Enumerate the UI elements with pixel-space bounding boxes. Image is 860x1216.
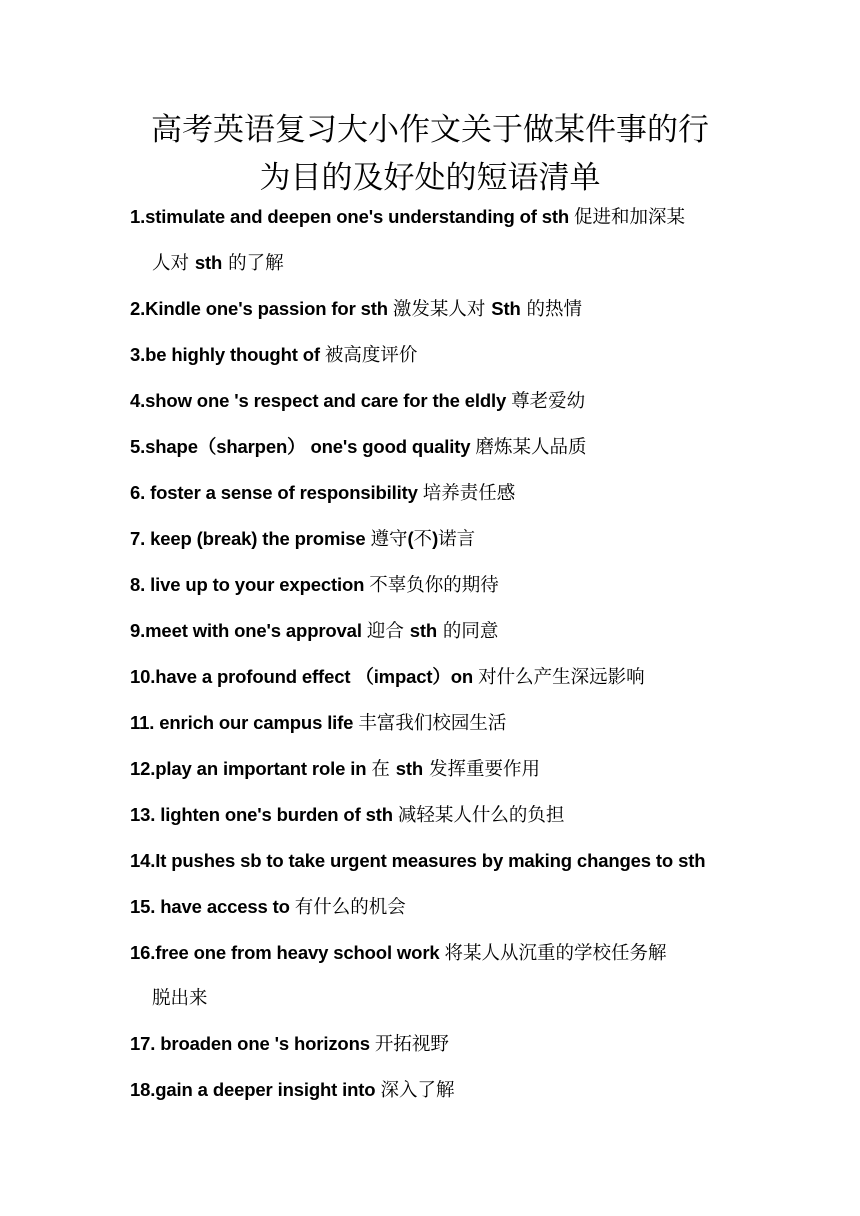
list-item	[130, 608, 730, 654]
phrase-en: 11. enrich our campus life	[130, 712, 359, 733]
phrase-zh-2: 的热情	[520, 299, 583, 320]
phrase-zh-2: 发挥重要作用	[423, 759, 540, 780]
phrase-list	[130, 194, 730, 1113]
phrase-zh: 尊老爱幼	[511, 391, 586, 412]
phrase-en: 12.play an important role in	[130, 758, 372, 779]
phrase-en: 18.gain a deeper insight into	[130, 1079, 381, 1100]
phrase-en: 5.shape（sharpen） one's good quality	[130, 436, 476, 457]
phrase-zh: 对什么产生深远影响	[478, 667, 645, 688]
phrase-zh: 培养责任感	[422, 483, 516, 504]
list-item	[130, 792, 730, 838]
phrase-zh: 被高度评价	[324, 345, 418, 366]
phrase-en-2: Sth	[491, 298, 521, 319]
list-item	[130, 194, 730, 286]
list-item	[130, 424, 730, 470]
title-line-2: 为目的及好处的短语清单	[259, 160, 601, 196]
phrase-en: 1.stimulate and deepen one's understanding of sth	[130, 206, 575, 227]
phrase-zh-cont: 人对	[152, 253, 195, 274]
phrase-zh: 丰富我们校园生活	[358, 713, 507, 734]
title-line-1: 高考英语复习大小作文关于做某件事的行	[151, 112, 709, 148]
phrase-en: 15. have access to	[130, 896, 295, 917]
list-item	[130, 470, 730, 516]
list-item	[130, 1021, 730, 1067]
phrase-zh-cont: 脱出来	[152, 988, 208, 1009]
phrase-continuation	[130, 976, 730, 1021]
phrase-zh: 迎合	[366, 621, 410, 642]
phrase-zh: 磨炼某人品质	[475, 437, 587, 458]
phrase-continuation	[130, 240, 730, 286]
phrase-zh-2: 的同意	[437, 621, 499, 642]
phrase-zh: 激发某人对	[392, 299, 492, 320]
list-item	[130, 332, 730, 378]
phrase-zh-2: 不	[413, 529, 433, 550]
phrase-en: 9.meet with one's approval	[130, 620, 367, 641]
phrase-zh: 将某人从沉重的学校任务解	[444, 943, 667, 964]
list-item	[130, 516, 730, 562]
phrase-en-2: (	[407, 528, 414, 549]
phrase-zh: 不辜负你的期待	[369, 575, 499, 596]
phrase-zh: 在	[371, 759, 396, 780]
phrase-zh: 促进和加深某	[574, 207, 686, 228]
phrase-en-2: sth	[409, 620, 438, 641]
phrase-zh: 开拓视野	[374, 1034, 449, 1055]
phrase-en: 8. live up to your expection	[130, 574, 370, 595]
phrase-en: 3.be highly thought of	[130, 344, 325, 365]
phrase-zh-3: 诺言	[438, 529, 476, 550]
list-item	[130, 746, 730, 792]
phrase-en: 13. lighten one's burden of sth	[130, 804, 398, 825]
phrase-en: 7. keep (break) the promise	[130, 528, 371, 549]
list-item	[130, 378, 730, 424]
phrase-en: 14.It pushes sb to take urgent measures by making changes to sth	[130, 850, 706, 871]
phrase-zh: 有什么的机会	[294, 897, 406, 918]
list-item	[130, 1067, 730, 1113]
phrase-en-cont: sth	[194, 252, 223, 273]
phrase-en-2: sth	[395, 758, 424, 779]
list-item	[130, 286, 730, 332]
list-item	[130, 700, 730, 746]
phrase-en: 2.Kindle one's passion for sth	[130, 298, 393, 319]
document-title	[100, 106, 760, 202]
phrase-en: 16.free one from heavy school work	[130, 942, 445, 963]
phrase-zh: 深入了解	[380, 1080, 455, 1101]
list-item	[130, 930, 730, 1021]
list-item	[130, 838, 730, 884]
list-item	[130, 654, 730, 700]
phrase-en-3: )	[432, 528, 439, 549]
phrase-zh-cont-2: 的了解	[222, 253, 284, 274]
list-item	[130, 884, 730, 930]
phrase-zh: 遵守	[370, 529, 408, 550]
phrase-en: 6. foster a sense of responsibility	[130, 482, 423, 503]
phrase-en: 4.show one 's respect and care for the eldly	[130, 390, 512, 411]
list-item	[130, 562, 730, 608]
phrase-en: 17. broaden one 's horizons	[130, 1033, 375, 1054]
phrase-zh: 减轻某人什么的负担	[397, 805, 565, 826]
phrase-en: 10.have a profound effect （impact）on	[130, 666, 479, 687]
